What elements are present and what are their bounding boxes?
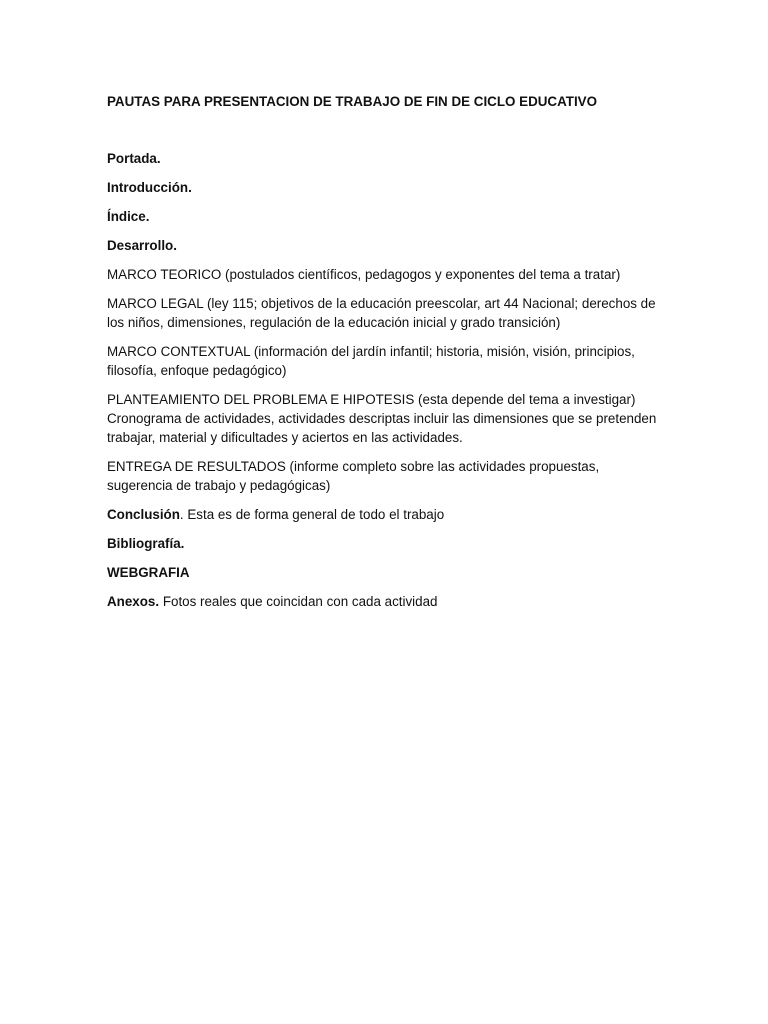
item-anexos — [107, 592, 667, 611]
item-indice: Índice. — [107, 209, 150, 224]
item-conclusion — [107, 505, 667, 524]
anexos-text: Fotos reales que coincidan con cada actividad — [159, 594, 438, 609]
item-entrega-resultados: ENTREGA DE RESULTADOS (informe completo sobre las actividades propuestas, sugerencia de trabajo y pedagógicas) — [107, 459, 600, 493]
item-webgrafia: WEBGRAFIA — [107, 565, 190, 580]
item-bibliografia: Bibliografía. — [107, 536, 185, 551]
item-desarrollo: Desarrollo. — [107, 238, 177, 253]
item-marco-contextual: MARCO CONTEXTUAL (información del jardín infantil; historia, misión, visión, principios, filosofía, enfoque pedagógico) — [107, 344, 635, 378]
document-body — [107, 92, 667, 621]
conclusion-label: Conclusión — [107, 507, 180, 522]
item-marco-legal: MARCO LEGAL (ley 115; objetivos de la educación preescolar, art 44 Nacional; derechos de los niños, dimensiones, regulación de la educación inicial y grado transición) — [107, 296, 656, 330]
conclusion-text: . Esta es de forma general de todo el trabajo — [179, 507, 445, 522]
item-planteamiento: PLANTEAMIENTO DEL PROBLEMA E HIPOTESIS (esta depende del tema a investigar) Cronograma de actividades, actividades descriptas incluir las dimensiones que se pretenden trabajar, material y dificultades y aciertos en las actividades. — [107, 392, 657, 445]
anexos-label: Anexos. — [107, 594, 160, 609]
item-marco-teorico: MARCO TEORICO (postulados científicos, pedagogos y exponentes del tema a tratar) — [107, 267, 621, 282]
item-portada: Portada. — [107, 151, 161, 166]
document-title: PAUTAS PARA PRESENTACION DE TRABAJO DE FIN DE CICLO EDUCATIVO — [107, 94, 598, 109]
item-introduccion: Introducción. — [107, 180, 192, 195]
